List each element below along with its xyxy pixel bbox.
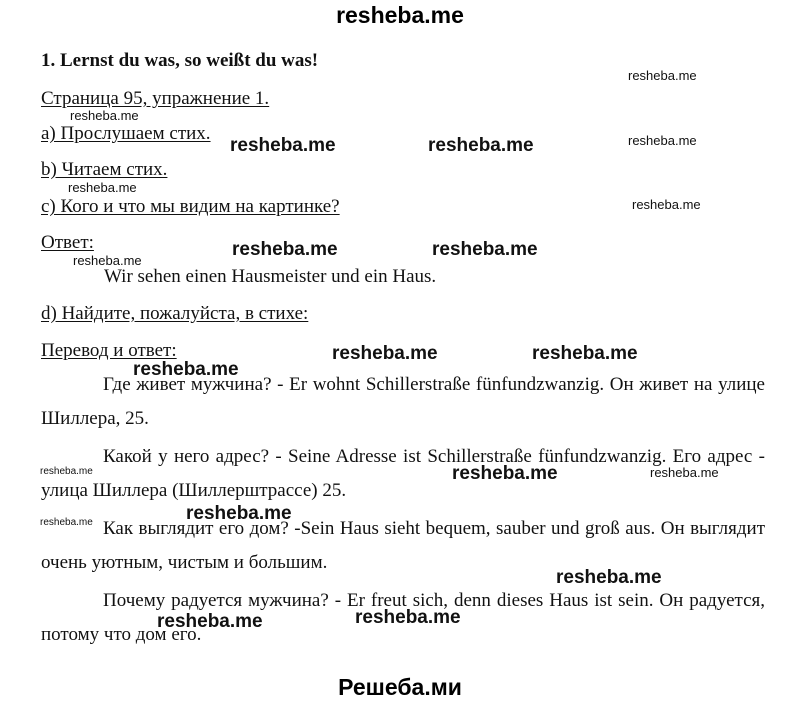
watermark: resheba.me	[650, 465, 719, 480]
footer-site-brand: Решеба.ми	[338, 674, 462, 700]
task-c: c) Кого и что мы видим на картинке?	[41, 196, 340, 217]
watermark: resheba.me	[157, 611, 263, 632]
watermark: resheba.me	[532, 343, 638, 364]
exercise-title: 1. Lernst du was, so weißt du was!	[41, 50, 319, 71]
task-a: a) Прослушаем стих.	[41, 123, 211, 144]
watermark: resheba.me	[428, 135, 534, 156]
paragraph-3: Как выглядит его дом? -Sein Haus sieht bequem, sauber und groß aus. Он выглядит очень уютным, чистым и большим.	[41, 518, 765, 573]
watermark: resheba.me	[68, 180, 137, 195]
page-reference: Страница 95, упражнение 1.	[41, 88, 270, 109]
watermark: resheba.me	[230, 135, 336, 156]
watermark: resheba.me	[628, 133, 697, 148]
watermark: resheba.me	[232, 239, 338, 260]
watermark: resheba.me	[432, 239, 538, 260]
answer-text: Wir sehen einen Hausmeister und ein Haus.	[104, 266, 437, 287]
watermark: resheba.me	[628, 68, 697, 83]
watermark: resheba.me	[133, 359, 239, 380]
header-site-brand: resheba.me	[336, 2, 464, 28]
watermark: resheba.me	[40, 517, 93, 528]
watermark: resheba.me	[40, 466, 93, 477]
watermark: resheba.me	[556, 567, 662, 588]
watermark: resheba.me	[70, 108, 139, 123]
paragraph-4: Почему радуется мужчина? - Er freut sich, denn dieses Haus ist sein. Он радуется, потому что дом его.	[41, 590, 765, 645]
watermark: resheba.me	[186, 503, 292, 524]
watermark: resheba.me	[355, 607, 461, 628]
watermark: resheba.me	[332, 343, 438, 364]
watermark: resheba.me	[73, 253, 142, 268]
watermark: resheba.me	[452, 463, 558, 484]
answer-label: Ответ:	[41, 232, 94, 253]
translation-label: Перевод и ответ:	[41, 340, 177, 361]
task-d: d) Найдите, пожалуйста, в стихе:	[41, 303, 309, 324]
paragraph-2: Какой у него адрес? - Seine Adresse ist Schillerstraße fünfundzwanzig. Его адрес - улица Шиллера (Шиллерштрассе) 25.	[41, 446, 765, 501]
paragraph-1: Где живет мужчина? - Er wohnt Schillerstraße fünfundzwanzig. Он живет на улице Шиллера, 25.	[41, 374, 765, 429]
watermark: resheba.me	[632, 197, 701, 212]
task-b: b) Читаем стих.	[41, 159, 168, 180]
